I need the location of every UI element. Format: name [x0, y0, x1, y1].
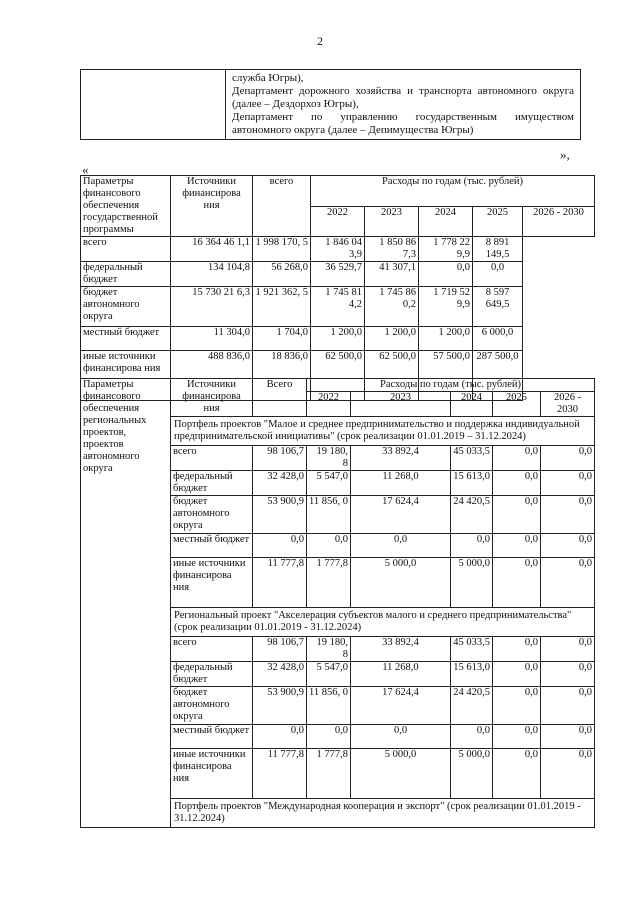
- sources-header: Источники финансирова ния: [171, 379, 253, 417]
- value-cell: 287 500,0: [473, 351, 523, 401]
- value-cell: 1 778 22 9,9: [419, 237, 473, 262]
- total-header: Всего: [253, 379, 307, 417]
- value-cell: 0,0: [451, 534, 493, 558]
- value-cell: 15 613,0: [451, 471, 493, 496]
- value-cell: 18 836,0: [253, 351, 311, 401]
- value-cell: 8 891 149,5: [473, 237, 523, 262]
- value-cell: 33 892,4: [351, 637, 451, 662]
- value-cell: 0,0: [493, 637, 541, 662]
- table-row: [81, 287, 595, 327]
- years-header: Расходы по годам (тыс. рублей): [307, 379, 595, 392]
- value-cell: 15 613,0: [451, 662, 493, 687]
- source-cell: бюджет автономного округа: [81, 287, 171, 327]
- year-header: 2025: [493, 392, 541, 417]
- total-cell: 98 106,7: [253, 637, 307, 662]
- section-title: Портфель проектов "Малое и среднее предпринимательство и поддержка индивидуальной предпринимательской инициативы" (срок реализации 01.01.2019 – 31.12.2024): [171, 417, 595, 446]
- param-label: Параметры финансового обеспечения региональных проектов, проектов автономного округа: [81, 379, 171, 828]
- total-cell: 11 304,0: [171, 327, 253, 351]
- total-header: всего: [253, 176, 311, 237]
- value-cell: 62 500,0: [311, 351, 365, 401]
- program-financing-table: [80, 175, 595, 401]
- sources-header: Источники финансирова ния: [171, 176, 253, 237]
- source-cell: местный бюджет: [171, 534, 253, 558]
- total-cell: 15 730 21 6,3: [171, 287, 253, 327]
- source-cell: местный бюджет: [81, 327, 171, 351]
- value-cell: 0,0: [451, 725, 493, 749]
- total-cell: 53 900,9: [253, 687, 307, 725]
- value-cell: 0,0: [493, 446, 541, 471]
- year-header: 2024: [419, 206, 473, 237]
- section-title: Портфель проектов "Международная кооперация и экспорт" (срок реализации 01.01.2019 - 31.12.2024): [171, 799, 595, 828]
- executor-line: служба Югры),: [232, 72, 304, 84]
- source-cell: иные источники финансирова ния: [171, 558, 253, 608]
- value-cell: 5 547,0: [307, 471, 351, 496]
- value-cell: 0,0: [351, 725, 451, 749]
- value-cell: 0,0: [493, 558, 541, 608]
- value-cell: 0,0: [541, 446, 595, 471]
- table-row: [81, 237, 595, 262]
- total-cell: 53 900,9: [253, 496, 307, 534]
- empty-cell: [81, 70, 226, 140]
- value-cell: 0,0: [541, 725, 595, 749]
- value-cell: 17 624,4: [351, 687, 451, 725]
- value-cell: 24 420,5: [451, 687, 493, 725]
- value-cell: 1 719 52 9,9: [419, 287, 473, 327]
- value-cell: 0,0: [493, 749, 541, 799]
- value-cell: 45 033,5: [451, 637, 493, 662]
- years-header: Расходы по годам (тыс. рублей): [311, 176, 595, 207]
- source-cell: бюджет автономного округа: [171, 687, 253, 725]
- value-cell: 5 000,0: [351, 558, 451, 608]
- total-cell: 16 364 46 1,1: [171, 237, 253, 262]
- value-cell: 6 000,0: [473, 327, 523, 351]
- year-header: 2022: [311, 206, 365, 237]
- value-cell: 1 998 170, 5: [253, 237, 311, 262]
- table-row: [81, 327, 595, 351]
- value-cell: 1 200,0: [365, 327, 419, 351]
- source-cell: всего: [81, 237, 171, 262]
- total-cell: 32 428,0: [253, 471, 307, 496]
- value-cell: 0,0: [541, 662, 595, 687]
- value-cell: 0,0: [541, 496, 595, 534]
- year-header: 2024: [451, 392, 493, 417]
- value-cell: 19 180, 8: [307, 446, 351, 471]
- projects-financing-table: [80, 378, 595, 828]
- executor-line: Департамент по управлению государственным имуществом автономного округа (далее – Депимущества Югры): [232, 111, 574, 136]
- executors-cell: [226, 70, 581, 140]
- total-cell: 98 106,7: [253, 446, 307, 471]
- source-cell: федеральный бюджет: [171, 471, 253, 496]
- value-cell: 1 200,0: [311, 327, 365, 351]
- value-cell: 0,0: [541, 471, 595, 496]
- year-header: 2026 - 2030: [523, 206, 595, 237]
- responsible-executors-table: [80, 69, 581, 140]
- value-cell: 5 000,0: [451, 558, 493, 608]
- section-title: Региональный проект "Акселерация субъектов малого и среднего предпринимательства" (срок реализации 01.01.2019 - 31.12.2024): [171, 608, 595, 637]
- closing-quote: »,: [560, 147, 570, 162]
- total-cell: 134 104,8: [171, 262, 253, 287]
- value-cell: 0,0: [493, 725, 541, 749]
- value-cell: 0,0: [541, 558, 595, 608]
- value-cell: 1 846 04 3,9: [311, 237, 365, 262]
- table-row: [81, 262, 595, 287]
- source-cell: всего: [171, 637, 253, 662]
- value-cell: 11 268,0: [351, 662, 451, 687]
- page-number: 2: [317, 34, 323, 48]
- value-cell: 1 921 362, 5: [253, 287, 311, 327]
- value-cell: 0,0: [493, 496, 541, 534]
- source-cell: федеральный бюджет: [171, 662, 253, 687]
- total-cell: 32 428,0: [253, 662, 307, 687]
- value-cell: 1 745 81 4,2: [311, 287, 365, 327]
- param-label: Параметры финансового обеспечения государственной программы: [81, 176, 171, 237]
- value-cell: 11 856, 0: [307, 687, 351, 725]
- source-cell: иные источники финансирова ния: [171, 749, 253, 799]
- value-cell: 41 307,1: [365, 262, 419, 287]
- value-cell: 24 420,5: [451, 496, 493, 534]
- value-cell: 0,0: [493, 534, 541, 558]
- value-cell: 5 547,0: [307, 662, 351, 687]
- value-cell: 1 777,8: [307, 749, 351, 799]
- value-cell: 1 704,0: [253, 327, 311, 351]
- total-cell: 0,0: [253, 534, 307, 558]
- source-cell: бюджет автономного округа: [171, 496, 253, 534]
- value-cell: 1 777,8: [307, 558, 351, 608]
- year-header: 2023: [351, 392, 451, 417]
- value-cell: 0,0: [473, 262, 523, 287]
- value-cell: 0,0: [351, 534, 451, 558]
- value-cell: 0,0: [419, 262, 473, 287]
- value-cell: 1 850 86 7,3: [365, 237, 419, 262]
- value-cell: 0,0: [541, 687, 595, 725]
- total-cell: 488 836,0: [171, 351, 253, 401]
- source-cell: федеральный бюджет: [81, 262, 171, 287]
- value-cell: 0,0: [307, 725, 351, 749]
- value-cell: 33 892,4: [351, 446, 451, 471]
- value-cell: 5 000,0: [351, 749, 451, 799]
- total-cell: 0,0: [253, 725, 307, 749]
- total-cell: 11 777,8: [253, 749, 307, 799]
- value-cell: 36 529,7: [311, 262, 365, 287]
- value-cell: 1 745 86 0,2: [365, 287, 419, 327]
- value-cell: 56 268,0: [253, 262, 311, 287]
- year-header: 2026 - 2030: [541, 392, 595, 417]
- value-cell: 0,0: [493, 662, 541, 687]
- value-cell: 11 856, 0: [307, 496, 351, 534]
- value-cell: 1 200,0: [419, 327, 473, 351]
- total-cell: 11 777,8: [253, 558, 307, 608]
- value-cell: 45 033,5: [451, 446, 493, 471]
- opening-quote: «: [82, 162, 89, 177]
- source-cell: всего: [171, 446, 253, 471]
- year-header: 2023: [365, 206, 419, 237]
- value-cell: 0,0: [541, 637, 595, 662]
- value-cell: 5 000,0: [451, 749, 493, 799]
- value-cell: 19 180, 8: [307, 637, 351, 662]
- value-cell: 0,0: [493, 471, 541, 496]
- value-cell: 17 624,4: [351, 496, 451, 534]
- value-cell: 11 268,0: [351, 471, 451, 496]
- value-cell: 8 597 649,5: [473, 287, 523, 327]
- value-cell: 0,0: [541, 534, 595, 558]
- executor-line: Департамент дорожного хозяйства и транспорта автономного округа (далее – Дездорхоз Югры),: [232, 85, 574, 110]
- value-cell: 62 500,0: [365, 351, 419, 401]
- source-cell: иные источники финансирова ния: [81, 351, 171, 401]
- year-header: 2025: [473, 206, 523, 237]
- year-header: 2022: [307, 392, 351, 417]
- value-cell: 57 500,0: [419, 351, 473, 401]
- value-cell: 0,0: [541, 749, 595, 799]
- source-cell: местный бюджет: [171, 725, 253, 749]
- value-cell: 0,0: [307, 534, 351, 558]
- value-cell: 0,0: [493, 687, 541, 725]
